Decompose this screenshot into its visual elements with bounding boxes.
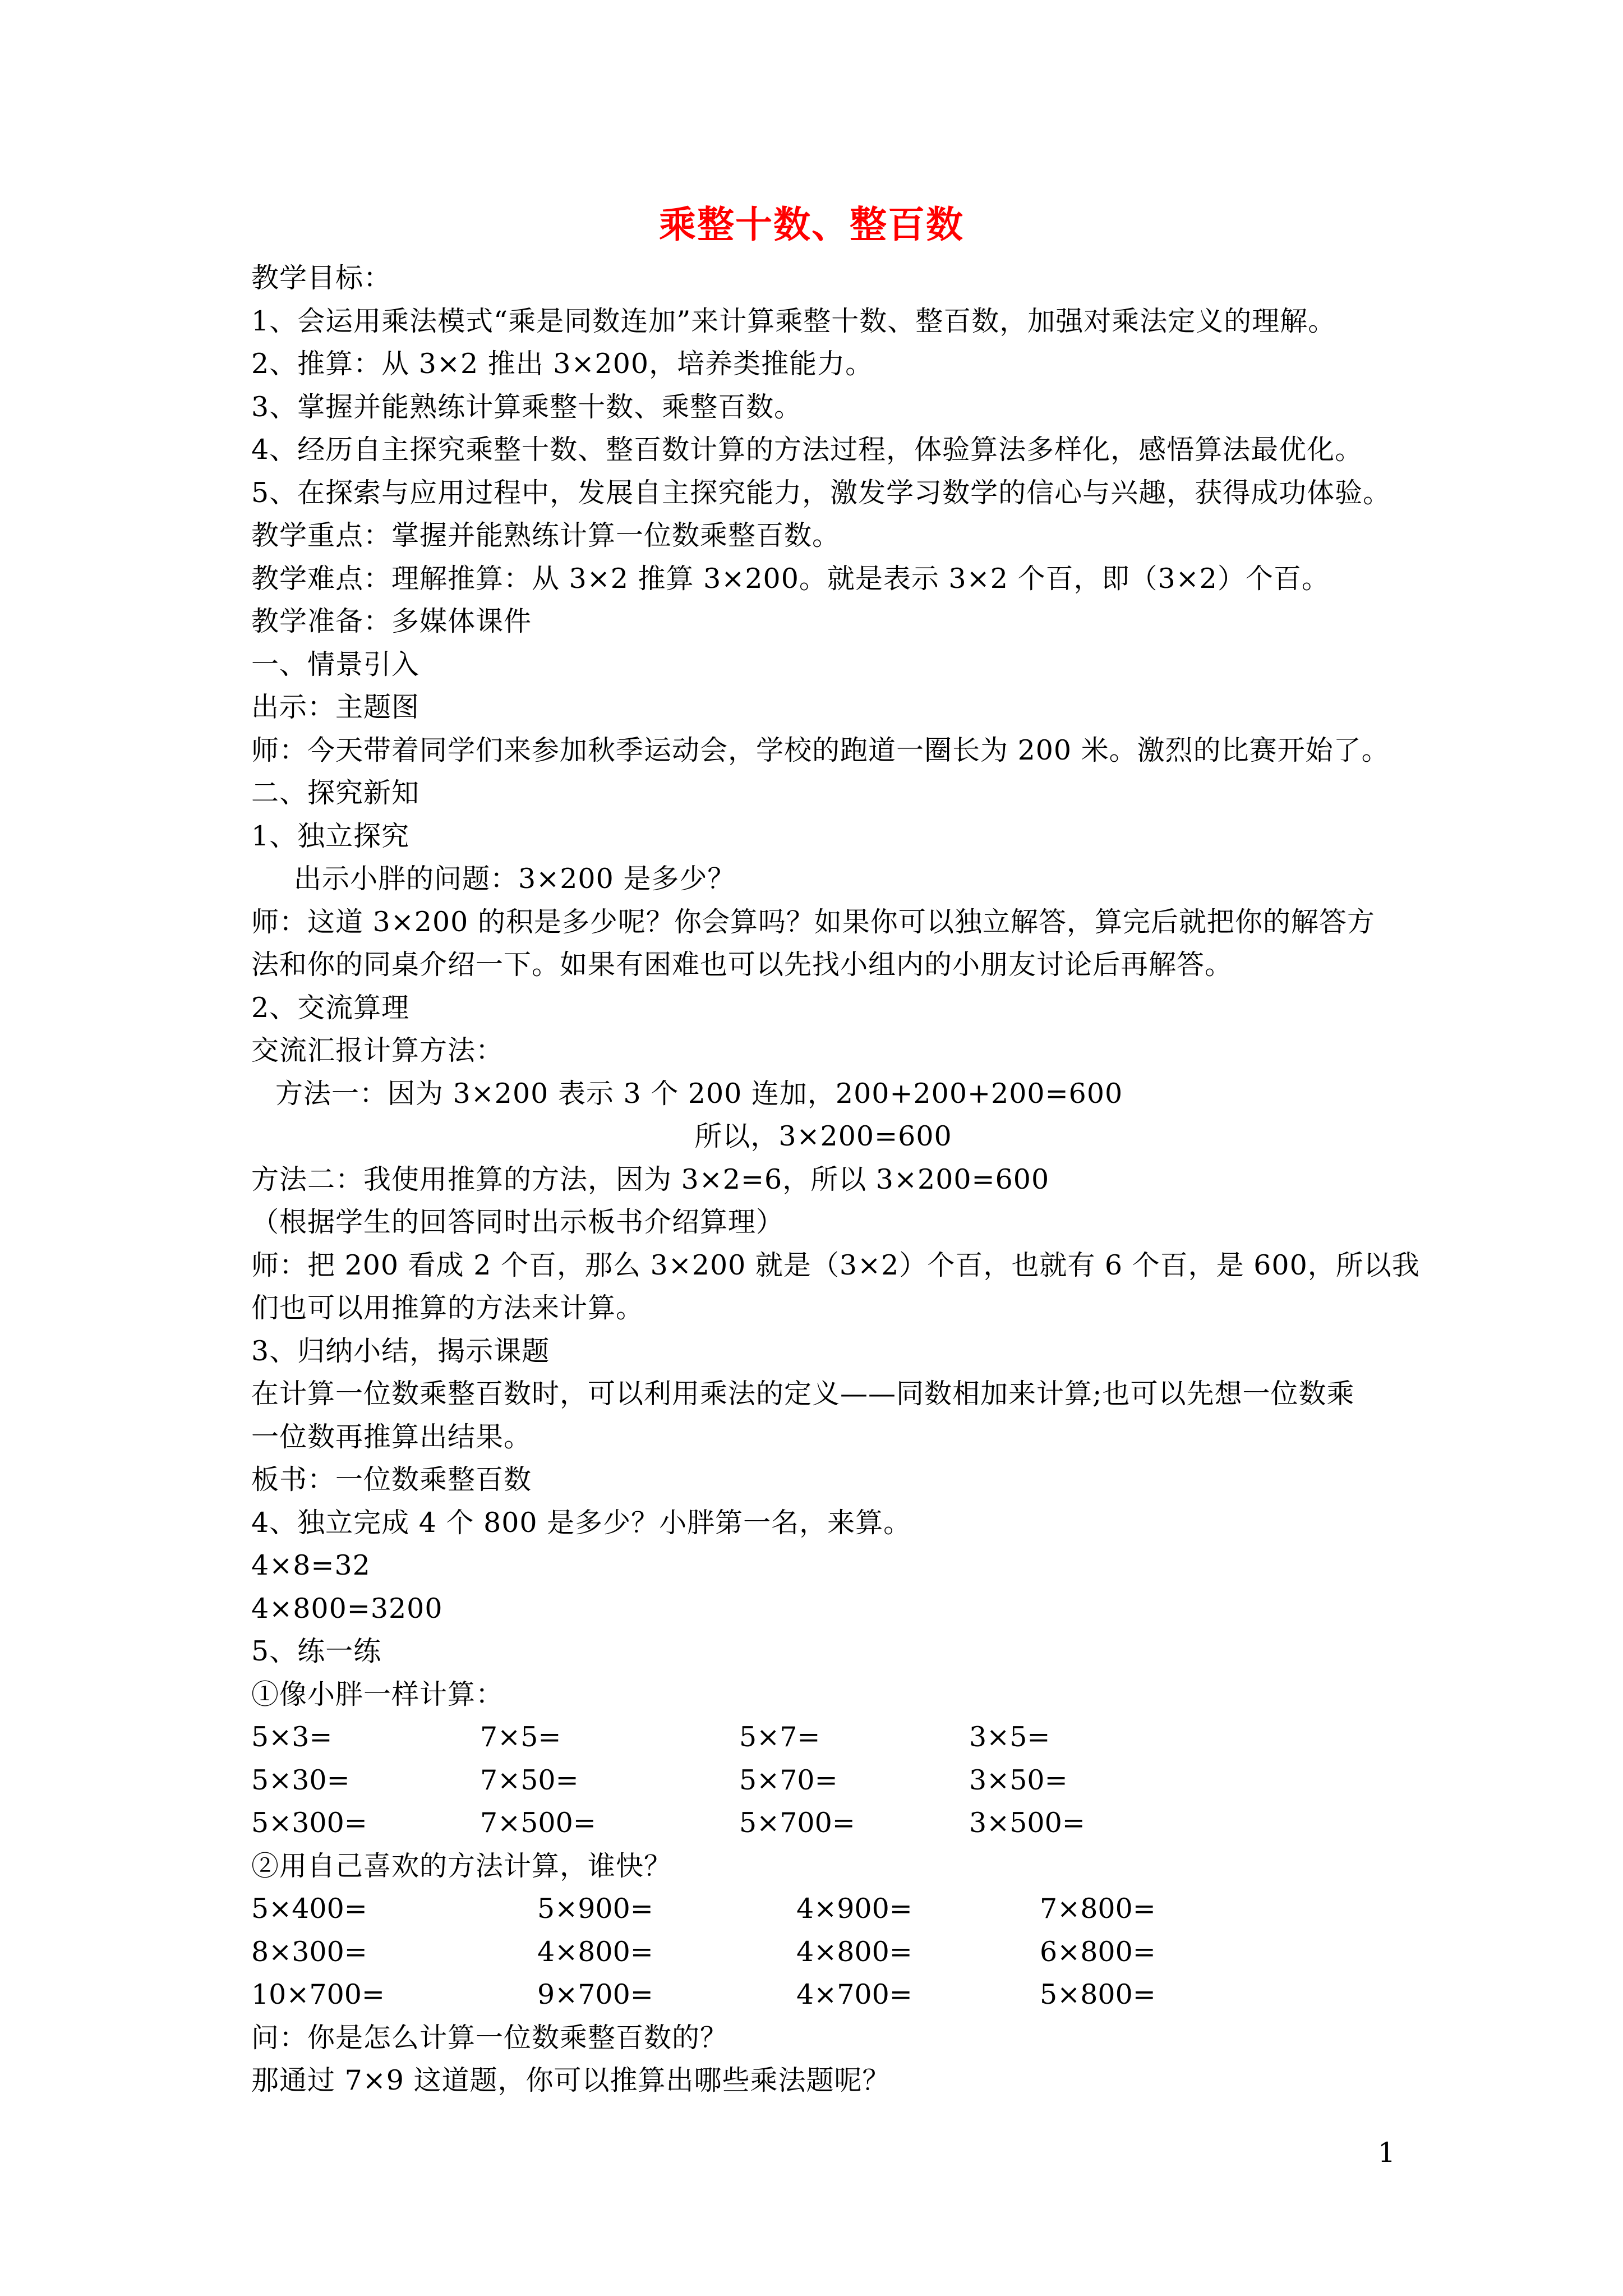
text-line: 3、掌握并能熟练计算乘整十数、乘整百数。 xyxy=(251,390,803,423)
text-line: 教学重点：掌握并能熟练计算一位数乘整百数。 xyxy=(251,519,841,551)
exercise-item: 5×7= xyxy=(739,1721,820,1753)
exercise-item: 5×700= xyxy=(739,1807,855,1839)
text-line: 那通过 7×9 这道题，你可以推算出哪些乘法题呢？ xyxy=(251,2064,891,2096)
exercise-item: 4×800= xyxy=(796,1935,912,1968)
text-line: 2、推算：从 3×2 推出 3×200，培养类推能力。 xyxy=(251,348,874,380)
exercise-item: 7×500= xyxy=(480,1807,596,1839)
exercise-item: 4×700= xyxy=(796,1978,912,2010)
text-line: 方法二：我使用推算的方法，因为 3×2=6，所以 3×200=600 xyxy=(251,1163,1050,1195)
text-line: 教学难点：理解推算：从 3×2 推算 3×200。就是表示 3×2 个百，即（3×2）个百。 xyxy=(251,562,1330,595)
exercise-item: 5×30= xyxy=(251,1764,350,1796)
text-line: 教学准备：多媒体课件 xyxy=(251,605,532,637)
exercise-item: 8×300= xyxy=(251,1935,367,1968)
exercise-row xyxy=(251,1973,1395,2017)
equation-line: 4×800=3200 xyxy=(251,1592,443,1625)
method-one-line: 方法一：因为 3×200 表示 3 个 200 连加，200+200+200=600 xyxy=(275,1077,1123,1110)
text-line: 1、会运用乘法模式“乘是同数连加”来计算乘整十数、整百数，加强对乘法定义的理解。 xyxy=(251,305,1336,337)
exercise-heading: ②用自己喜欢的方法计算，谁快？ xyxy=(251,1849,672,1882)
method-one-result: 所以，3×200=600 xyxy=(694,1120,952,1152)
text-line: 师：今天带着同学们来参加秋季运动会，学校的跑道一圈长为 200 米。激烈的比赛开始了。 xyxy=(251,734,1390,766)
exercise-item: 7×800= xyxy=(1040,1893,1156,1925)
text-line: 4、经历自主探究乘整十数、整百数计算的方法过程，体验算法多样化，感悟算法最优化。 xyxy=(251,434,1363,466)
text-line: ①像小胖一样计算： xyxy=(251,1678,504,1710)
text-line: 法和你的同桌介绍一下。如果有困难也可以先找小组内的小朋友讨论后再解答。 xyxy=(251,949,1233,981)
section-heading: 一、情景引入 xyxy=(251,648,420,680)
exercise-item: 7×50= xyxy=(480,1764,579,1796)
exercise-item: 10×700= xyxy=(251,1978,385,2010)
exercise-item: 5×3= xyxy=(251,1721,333,1753)
text-line: 在计算一位数乘整百数时，可以利用乘法的定义——同数相加来计算;也可以先想一位数乘 xyxy=(251,1378,1355,1410)
exercise-item: 4×800= xyxy=(537,1935,653,1968)
text-line: （根据学生的回答同时出示板书介绍算理） xyxy=(251,1206,785,1238)
page-title: 乘整十数、整百数 xyxy=(659,203,964,246)
exercise-item: 6×800= xyxy=(1040,1935,1156,1968)
text-line: 3、归纳小结，揭示课题 xyxy=(251,1335,550,1367)
exercise-item: 3×50= xyxy=(969,1764,1068,1796)
text-line: 一位数再推算出结果。 xyxy=(251,1420,532,1453)
exercise-item: 5×400= xyxy=(251,1893,367,1925)
question-line: 出示小胖的问题：3×200 是多少？ xyxy=(294,863,736,895)
exercise-grid-1 xyxy=(251,1716,1395,1845)
text-line: 5、练一练 xyxy=(251,1635,382,1667)
exercise-item: 5×800= xyxy=(1040,1978,1156,2010)
text-line: 师：把 200 看成 2 个百，那么 3×200 就是（3×2）个百，也就有 6 个百，是 600，所以我 xyxy=(251,1249,1420,1281)
exercise-row xyxy=(251,1716,1395,1759)
section-heading: 二、探究新知 xyxy=(251,777,420,809)
page-number: 1 xyxy=(1377,2137,1395,2169)
text-line: 出示：主题图 xyxy=(251,691,420,723)
text-line: 们也可以用推算的方法来计算。 xyxy=(251,1292,644,1324)
exercise-item: 5×900= xyxy=(537,1893,653,1925)
text-line: 板书：一位数乘整百数 xyxy=(251,1464,532,1496)
exercise-item: 4×900= xyxy=(796,1893,912,1925)
text-line: 2、交流算理 xyxy=(251,991,410,1024)
text-line: 交流汇报计算方法： xyxy=(251,1034,504,1066)
exercise-item: 3×500= xyxy=(969,1807,1085,1839)
exercise-row xyxy=(251,1888,1395,1931)
exercise-item: 7×5= xyxy=(480,1721,561,1753)
exercise-item: 9×700= xyxy=(537,1978,653,2010)
text-line: 师：这道 3×200 的积是多少呢？你会算吗？如果你可以独立解答，算完后就把你的解答方 xyxy=(251,905,1375,938)
text-line: 1、独立探究 xyxy=(251,820,410,852)
exercise-row xyxy=(251,1931,1395,1974)
text-line: 教学目标： xyxy=(251,262,392,294)
exercise-row xyxy=(251,1759,1395,1802)
exercise-item: 5×70= xyxy=(739,1764,838,1796)
section-objectives xyxy=(251,257,1395,858)
text-line: 5、在探索与应用过程中，发展自主探究能力，激发学习数学的信心与兴趣，获得成功体验。 xyxy=(251,476,1391,509)
text-line: 问：你是怎么计算一位数乘整百数的？ xyxy=(251,2021,728,2054)
exercise-item: 3×5= xyxy=(969,1721,1050,1753)
text-line: 4、独立完成 4 个 800 是多少？小胖第一名，来算。 xyxy=(251,1506,912,1539)
exercise-grid-2 xyxy=(251,1888,1395,2017)
exercise-item: 5×300= xyxy=(251,1807,367,1839)
equation-line: 4×8=32 xyxy=(251,1549,371,1581)
document-body xyxy=(251,257,1420,2102)
exercise-row xyxy=(251,1802,1395,1845)
